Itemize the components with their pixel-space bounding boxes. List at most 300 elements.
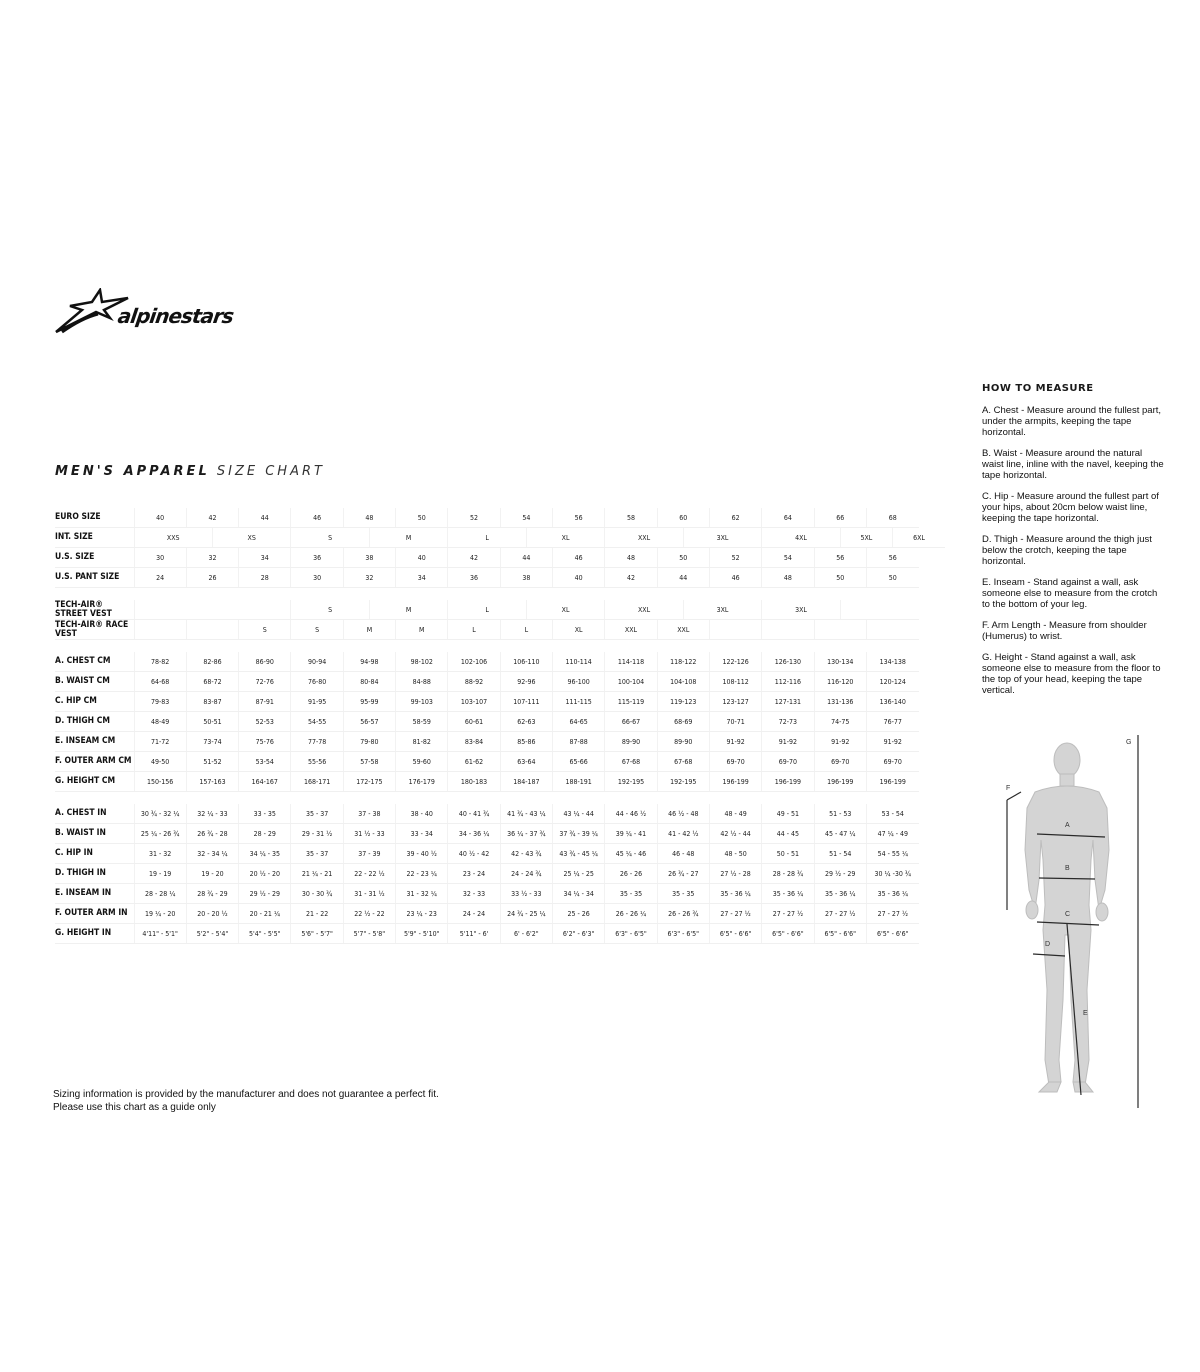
table-cell: 184-187 [500, 772, 552, 792]
table-cell: L [448, 600, 526, 620]
howto-item-chest: A. Chest - Measure around the fullest part, under the armpits, keeping the tape horizontal. [982, 405, 1162, 438]
table-cell: 176-179 [396, 772, 448, 792]
table-cell: 83-84 [448, 732, 500, 752]
table-cell: 91-92 [762, 732, 814, 752]
table-cell: 86-90 [239, 652, 291, 672]
table-cell: 42 ½ - 44 [709, 824, 761, 844]
table-cell: 6'5" - 6'6" [709, 924, 761, 944]
row-label: G. HEIGHT CM [55, 772, 134, 792]
table-cell: 32 - 34 ¼ [186, 844, 238, 864]
table-cell [186, 620, 238, 640]
table-cell: 34 [239, 548, 291, 568]
table-cell: 25 - 26 [553, 904, 605, 924]
table-cell: 76-80 [291, 672, 343, 692]
table-cell: L [500, 620, 552, 640]
table-cell: 35 - 37 [291, 844, 343, 864]
table-cell: XXL [605, 600, 683, 620]
row-label: INT. SIZE [55, 528, 134, 548]
table-cell: 34 ¼ - 35 [239, 844, 291, 864]
table-cell: 5'6" - 5'7" [291, 924, 343, 944]
table-cell: 54 [500, 508, 552, 528]
table-cell: 19 - 20 [186, 864, 238, 884]
table-cell: XXL [605, 620, 657, 640]
table-cell: 36 [291, 548, 343, 568]
table-cell: 31 ½ - 33 [343, 824, 395, 844]
row-label: U.S. SIZE [55, 548, 134, 568]
table-cell: 26 - 26 [605, 864, 657, 884]
table-cell: XL [526, 600, 604, 620]
table-cell: 54-55 [291, 712, 343, 732]
table-cell: 27 - 27 ½ [709, 904, 761, 924]
table-cell: 58-59 [396, 712, 448, 732]
table-cell: 115-119 [605, 692, 657, 712]
table-cell: 50 - 51 [762, 844, 814, 864]
table-cell: 74-75 [814, 712, 866, 732]
table-cell [134, 620, 186, 640]
table-cell: 84-88 [396, 672, 448, 692]
table-cell: 41 - 42 ½ [657, 824, 709, 844]
table-cell: 72-76 [239, 672, 291, 692]
table-cell: 22 ½ - 22 [343, 904, 395, 924]
table-cell: 26 ¾ - 27 [657, 864, 709, 884]
table-cell: 38 [500, 568, 552, 588]
table-cell: 37 ¾ - 39 ¼ [553, 824, 605, 844]
table-cell: 77-78 [291, 732, 343, 752]
row-label: F. OUTER ARM IN [55, 904, 134, 924]
table-cell: 57-58 [343, 752, 395, 772]
table-cell: 6' - 6'2" [500, 924, 552, 944]
title-bold: MEN'S APPAREL [55, 464, 210, 479]
table-row [55, 568, 945, 588]
table-cell: 35 - 35 [657, 884, 709, 904]
table-cell: S [291, 528, 369, 548]
table-cell: 122-126 [709, 652, 761, 672]
table-cell: 94-98 [343, 652, 395, 672]
table-cell: 53-54 [239, 752, 291, 772]
table-cell: 56 [866, 548, 918, 568]
table-cell: 69-70 [814, 752, 866, 772]
table-cell: 91-95 [291, 692, 343, 712]
table-row [55, 528, 945, 548]
table-cell: M [369, 600, 447, 620]
table-cell: 34 - 36 ¼ [448, 824, 500, 844]
table-cell: 45 ¼ - 46 [605, 844, 657, 864]
disclaimer-line-2: Please use this chart as a guide only [53, 1102, 216, 1113]
row-label: TECH-AIR® RACE VEST [55, 620, 134, 640]
table-cell: 6'5" - 6'6" [866, 924, 918, 944]
table-cell: 68 [866, 508, 918, 528]
table-cell: 196-199 [762, 772, 814, 792]
figure-label-g: G [1126, 739, 1132, 746]
figure-label-a: A [1065, 822, 1070, 829]
table-cell: 19 ¼ - 20 [134, 904, 186, 924]
table-cell: 83-87 [186, 692, 238, 712]
table-cell: 42 - 43 ¾ [500, 844, 552, 864]
table-cell: 120-124 [866, 672, 918, 692]
table-cell: 79-80 [343, 732, 395, 752]
table-cell [134, 600, 291, 620]
table-cell: 52 [448, 508, 500, 528]
table-cell: 24 ¾ - 25 ¼ [500, 904, 552, 924]
table-cell: 69-70 [709, 752, 761, 772]
table-cell: 89-90 [657, 732, 709, 752]
table-cell: 79-83 [134, 692, 186, 712]
table-cell: 46 - 48 [657, 844, 709, 864]
row-label: E. INSEAM IN [55, 884, 134, 904]
table-row [55, 904, 945, 924]
table-cell: 63-64 [500, 752, 552, 772]
table-cell: 119-123 [657, 692, 709, 712]
table-cell: 35 - 36 ¼ [866, 884, 918, 904]
table-cell: 44 - 45 [762, 824, 814, 844]
table-cell: XS [212, 528, 290, 548]
disclaimer-line-1: Sizing information is provided by the manufacturer and does not guarantee a perfect fit. [53, 1089, 439, 1100]
table-cell: 40 ½ - 42 [448, 844, 500, 864]
table-cell: 35 - 36 ¼ [709, 884, 761, 904]
table-cell: 81-82 [396, 732, 448, 752]
table-cell [840, 600, 918, 620]
table-cell: 111-115 [553, 692, 605, 712]
table-cell: 70-71 [709, 712, 761, 732]
table-cell: 40 - 41 ¾ [448, 804, 500, 824]
table-cell: 114-118 [605, 652, 657, 672]
table-cell: 32 - 33 [448, 884, 500, 904]
table-row [55, 864, 945, 884]
table-cell: 92-96 [500, 672, 552, 692]
table-cell: 40 [396, 548, 448, 568]
table-cell: 196-199 [709, 772, 761, 792]
table-cell: 24 [134, 568, 186, 588]
table-cell: 29 ½ - 29 [239, 884, 291, 904]
table-cell: 38 - 40 [396, 804, 448, 824]
table-cell: 42 [448, 548, 500, 568]
table-cell: 29 ½ - 29 [814, 864, 866, 884]
table-cell: 44 [657, 568, 709, 588]
row-label: F. OUTER ARM CM [55, 752, 134, 772]
table-cell: 33 - 35 [239, 804, 291, 824]
table-cell: 34 [396, 568, 448, 588]
table-cell: 30 ¾ - 32 ¼ [134, 804, 186, 824]
table-cell: 27 - 27 ½ [762, 904, 814, 924]
table-cell: 47 ¼ - 49 [866, 824, 918, 844]
table-cell: 6'3" - 6'5" [657, 924, 709, 944]
table-cell: 102-106 [448, 652, 500, 672]
table-row [55, 652, 945, 672]
page-title [55, 464, 325, 479]
table-cell: M [396, 620, 448, 640]
table-cell: 20 - 20 ½ [186, 904, 238, 924]
table-cell: XXS [134, 528, 212, 548]
table-cell: 23 - 24 [448, 864, 500, 884]
table-cell: 98-102 [396, 652, 448, 672]
table-cell: 34 ¼ - 34 [553, 884, 605, 904]
table-row [55, 692, 945, 712]
table-cell: 33 - 34 [396, 824, 448, 844]
table-cell: 58 [605, 508, 657, 528]
table-row [55, 804, 945, 824]
table-cell: 44 - 46 ½ [605, 804, 657, 824]
table-cell: 49-50 [134, 752, 186, 772]
table-cell: 32 [343, 568, 395, 588]
table-cell: S [291, 600, 369, 620]
table-cell: 23 ¼ - 23 [396, 904, 448, 924]
table-cell: 104-108 [657, 672, 709, 692]
table-cell: 43 ¾ - 45 ¼ [553, 844, 605, 864]
table-cell: 40 [553, 568, 605, 588]
table-cell: 31 - 31 ½ [343, 884, 395, 904]
table-cell [814, 620, 866, 640]
table-cell: 55-56 [291, 752, 343, 772]
table-cell: 54 - 55 ¼ [866, 844, 918, 864]
table-cell: 50 [396, 508, 448, 528]
figure-label-f: F [1006, 785, 1011, 792]
table-cell: 35 - 35 [605, 884, 657, 904]
table-cell: M [369, 528, 447, 548]
table-row [55, 508, 945, 528]
table-cell: 82-86 [186, 652, 238, 672]
table-cell: 24 - 24 ¾ [500, 864, 552, 884]
table-cell: 150-156 [134, 772, 186, 792]
table-cell: 30 [291, 568, 343, 588]
figure-label-b: B [1065, 865, 1070, 872]
howto-item-hip: C. Hip - Measure around the fullest part of your hips, about 20cm below waist line, keeping the tape horizontal. [982, 491, 1159, 524]
howto-item-inseam: E. Inseam - Stand against a wall, ask someone else to measure from the crotch to the bottom of your leg. [982, 577, 1158, 610]
table-cell: 21 ¼ - 21 [291, 864, 343, 884]
table-cell: 24 - 24 [448, 904, 500, 924]
table-row [55, 672, 945, 692]
table-cell: 192-195 [657, 772, 709, 792]
table-cell: 6'2" - 6'3" [553, 924, 605, 944]
table-cell: 172-175 [343, 772, 395, 792]
table-row [55, 712, 945, 732]
table-cell: 116-120 [814, 672, 866, 692]
row-label: E. INSEAM CM [55, 732, 134, 752]
table-cell: S [291, 620, 343, 640]
table-cell: 22 - 23 ¼ [396, 864, 448, 884]
table-row [55, 924, 945, 944]
how-to-measure [982, 383, 1164, 706]
figure-label-e: E [1083, 1010, 1088, 1017]
table-cell: XL [553, 620, 605, 640]
table-cell: 25 ¼ - 25 [553, 864, 605, 884]
table-cell: 65-66 [553, 752, 605, 772]
table-row [55, 884, 945, 904]
table-cell: 91-92 [709, 732, 761, 752]
table-cell: 27 - 27 ½ [866, 904, 918, 924]
table-cell: 192-195 [605, 772, 657, 792]
table-cell: 38 [343, 548, 395, 568]
table-cell: 22 - 22 ½ [343, 864, 395, 884]
table-cell: 46 [553, 548, 605, 568]
table-cell: 54 [762, 548, 814, 568]
table-cell: 68-69 [657, 712, 709, 732]
table-cell: 3XL [683, 528, 761, 548]
table-cell: 39 - 40 ½ [396, 844, 448, 864]
table-cell: 49 - 51 [762, 804, 814, 824]
body-measurement-figure [995, 730, 1145, 1115]
size-chart-table [55, 508, 945, 944]
table-cell: 164-167 [239, 772, 291, 792]
table-cell: 61-62 [448, 752, 500, 772]
table-cell: 64 [762, 508, 814, 528]
table-cell: 5'4" - 5'5" [239, 924, 291, 944]
table-cell: 46 ½ - 48 [657, 804, 709, 824]
table-cell: 62-63 [500, 712, 552, 732]
table-cell: 64-68 [134, 672, 186, 692]
table-cell: 3XL [683, 600, 761, 620]
table-cell: 110-114 [553, 652, 605, 672]
table-cell: 6XL [893, 528, 945, 548]
table-cell: 52-53 [239, 712, 291, 732]
row-label: C. HIP CM [55, 692, 134, 712]
table-cell: 91-92 [814, 732, 866, 752]
table-cell [866, 620, 918, 640]
table-cell: 56 [814, 548, 866, 568]
table-row [55, 548, 945, 568]
table-cell: 196-199 [814, 772, 866, 792]
table-cell: L [448, 620, 500, 640]
table-cell: 35 - 36 ¼ [814, 884, 866, 904]
table-cell: 76-77 [866, 712, 918, 732]
row-label: D. THIGH CM [55, 712, 134, 732]
table-cell: 91-92 [866, 732, 918, 752]
table-cell: 69-70 [762, 752, 814, 772]
table-cell: 67-68 [605, 752, 657, 772]
table-cell: 44 [500, 548, 552, 568]
table-cell: 66 [814, 508, 866, 528]
table-cell: 30 - 30 ¾ [291, 884, 343, 904]
table-cell: 64-65 [553, 712, 605, 732]
table-cell: 66-67 [605, 712, 657, 732]
howto-item-height: G. Height - Stand against a wall, ask someone else to measure from the floor to the top of your head, keeping the tape vertical. [982, 652, 1161, 696]
table-cell: 42 [186, 508, 238, 528]
table-cell: 130-134 [814, 652, 866, 672]
table-cell: 5'2" - 5'4" [186, 924, 238, 944]
table-cell: 50 [657, 548, 709, 568]
table-cell: 46 [709, 568, 761, 588]
table-cell: 50-51 [186, 712, 238, 732]
table-cell: 32 [186, 548, 238, 568]
table-cell: 69-70 [866, 752, 918, 772]
table-cell: 180-183 [448, 772, 500, 792]
table-cell: 20 - 21 ¼ [239, 904, 291, 924]
howto-item-waist: B. Waist - Measure around the natural waist line, inline with the navel, keeping the tape horizontal. [982, 448, 1164, 481]
table-cell: 127-131 [762, 692, 814, 712]
table-cell: 67-68 [657, 752, 709, 772]
table-cell: 28 - 28 ¼ [134, 884, 186, 904]
table-cell: XL [526, 528, 604, 548]
table-cell: 37 - 38 [343, 804, 395, 824]
howto-item-arm: F. Arm Length - Measure from shoulder (Humerus) to wrist. [982, 620, 1147, 642]
table-cell: 48 - 49 [709, 804, 761, 824]
table-cell: 131-136 [814, 692, 866, 712]
table-cell: 33 ½ - 33 [500, 884, 552, 904]
table-cell: 51-52 [186, 752, 238, 772]
table-cell: 48 [605, 548, 657, 568]
table-cell: 89-90 [605, 732, 657, 752]
row-label: C. HIP IN [55, 844, 134, 864]
table-cell: 68-72 [186, 672, 238, 692]
table-row [55, 844, 945, 864]
table-cell: 6'5" - 6'6" [762, 924, 814, 944]
table-cell: 62 [709, 508, 761, 528]
table-row [55, 732, 945, 752]
table-row [55, 752, 945, 772]
table-cell: 112-116 [762, 672, 814, 692]
table-cell: 26 - 26 ¼ [605, 904, 657, 924]
table-cell: 27 - 27 ½ [814, 904, 866, 924]
table-cell: 20 ½ - 20 [239, 864, 291, 884]
table-cell: 56 [553, 508, 605, 528]
table-cell: 25 ¼ - 26 ¾ [134, 824, 186, 844]
table-cell: 96-100 [553, 672, 605, 692]
table-cell: 6'5" - 6'6" [814, 924, 866, 944]
table-cell: 44 [239, 508, 291, 528]
row-label: B. WAIST CM [55, 672, 134, 692]
table-cell: 56-57 [343, 712, 395, 732]
table-cell: 48 [343, 508, 395, 528]
table-cell: 27 ½ - 28 [709, 864, 761, 884]
table-cell: 108-112 [709, 672, 761, 692]
table-cell: L [448, 528, 526, 548]
table-cell: 51 - 54 [814, 844, 866, 864]
table-spacer [55, 640, 945, 653]
figure-label-d: D [1045, 941, 1051, 948]
howto-item-thigh: D. Thigh - Measure around the thigh just below the crotch, keeping the tape horizontal. [982, 534, 1152, 567]
table-cell: 196-199 [866, 772, 918, 792]
table-cell: 28 ¾ - 29 [186, 884, 238, 904]
table-cell: 31 - 32 ¼ [396, 884, 448, 904]
table-cell: 78-82 [134, 652, 186, 672]
table-cell: 30 [134, 548, 186, 568]
table-cell: XXL [657, 620, 709, 640]
table-cell: M [343, 620, 395, 640]
how-to-measure-heading: HOW TO MEASURE [982, 383, 1094, 394]
table-cell: 28 - 28 ¾ [762, 864, 814, 884]
table-cell: 100-104 [605, 672, 657, 692]
row-label: EURO SIZE [55, 508, 134, 528]
table-cell: 29 - 31 ½ [291, 824, 343, 844]
row-label: TECH-AIR® STREET VEST [55, 600, 134, 620]
table-cell: XXL [605, 528, 683, 548]
table-cell: 136-140 [866, 692, 918, 712]
table-cell: 106-110 [500, 652, 552, 672]
table-cell: 48-49 [134, 712, 186, 732]
table-cell: 60 [657, 508, 709, 528]
table-cell: 90-94 [291, 652, 343, 672]
table-cell: 51 - 53 [814, 804, 866, 824]
table-cell: 39 ¼ - 41 [605, 824, 657, 844]
table-cell: 5'9" - 5'10" [396, 924, 448, 944]
table-cell: 87-88 [553, 732, 605, 752]
table-cell: 37 - 39 [343, 844, 395, 864]
table-cell: 5'7" - 5'8" [343, 924, 395, 944]
table-cell: 41 ¾ - 43 ¼ [500, 804, 552, 824]
table-cell: 28 - 29 [239, 824, 291, 844]
table-cell: 99-103 [396, 692, 448, 712]
table-cell: 45 - 47 ¼ [814, 824, 866, 844]
table-cell: 40 [134, 508, 186, 528]
table-cell: 5'11" - 6' [448, 924, 500, 944]
table-cell: 71-72 [134, 732, 186, 752]
table-row [55, 620, 945, 640]
table-cell: 42 [605, 568, 657, 588]
figure-label-c: C [1065, 911, 1071, 918]
table-cell: 46 [291, 508, 343, 528]
table-cell: 52 [709, 548, 761, 568]
table-cell: 19 - 19 [134, 864, 186, 884]
table-cell: 4'11" - 5'1" [134, 924, 186, 944]
